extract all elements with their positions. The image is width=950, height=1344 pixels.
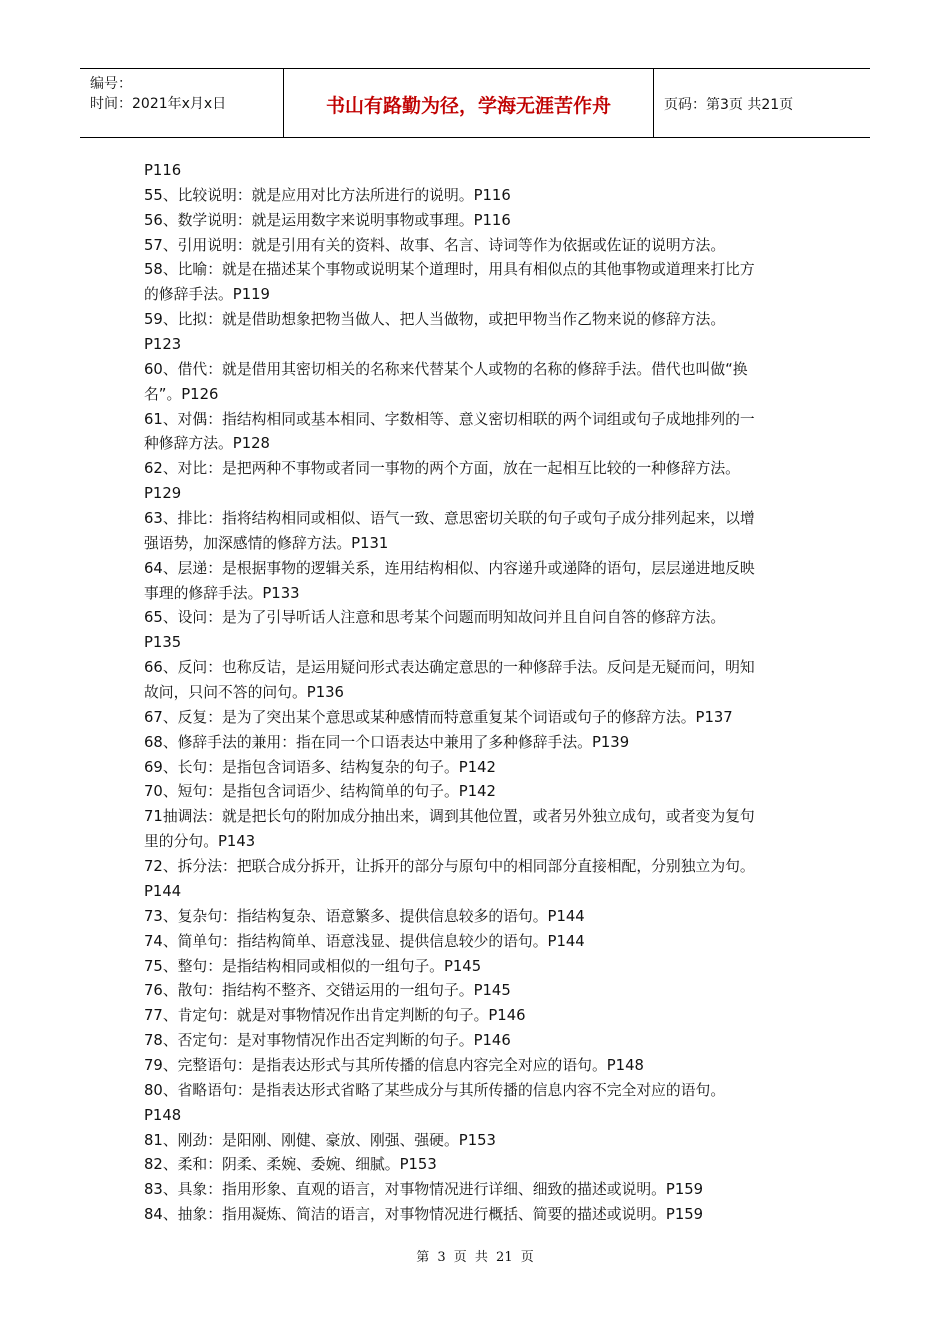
text-line: 77、肯定句：就是对事物情况作出肯定判断的句子。P146: [144, 1007, 526, 1025]
text-line: P144: [144, 882, 182, 900]
text-line: 67、反复：是为了突出某个意思或某种感情而特意重复某个词语或句子的修辞方法。P137: [144, 708, 733, 726]
header-motto-cell: [283, 69, 654, 137]
text-line: 里的分句。P143: [144, 833, 256, 851]
text-line: 65、设问：是为了引导听话人注意和思考某个问题而明知故问并且自问自答的修辞方法。: [144, 609, 726, 627]
text-line: 83、具象：指用形象、直观的语言，对事物情况进行详细、细致的描述或说明。P159: [144, 1181, 704, 1199]
text-line: P123: [144, 336, 182, 354]
text-line: 55、比较说明：就是应用对比方法所进行的说明。P116: [144, 186, 511, 204]
text-line: 强语势，加深感情的修辞方法。P131: [144, 534, 389, 552]
page-header: [80, 68, 870, 138]
text-line: 70、短句：是指包含词语少、结构简单的句子。P142: [144, 783, 496, 801]
text-line: P135: [144, 634, 182, 652]
text-line: 82、柔和：阴柔、柔婉、委婉、细腻。P153: [144, 1156, 437, 1174]
time-label: 时间：2021年x月x日: [90, 96, 227, 112]
text-line: 78、否定句：是对事物情况作出否定判断的句子。P146: [144, 1032, 511, 1050]
text-line: 69、长句：是指包含词语多、结构复杂的句子。P142: [144, 758, 496, 776]
text-line: 60、借代：就是借用其密切相关的名称来代替某个人或物的名称的修辞手法。借代也叫做“换: [144, 360, 748, 378]
text-line: 62、对比：是把两种不事物或者同一事物的两个方面，放在一起相互比较的一种修辞方法。: [144, 460, 740, 478]
text-line: 66、反问：也称反诘，是运用疑问形式表达确定意思的一种修辞手法。反问是无疑而问，明知: [144, 659, 755, 677]
text-line: 74、简单句：指结构简单、语意浅显、提供信息较少的语句。P144: [144, 932, 585, 950]
text-line: 71抽调法：就是把长句的附加成分抽出来，调到其他位置，或者另外独立成句，或者变为复句: [144, 808, 755, 826]
page-info: 页码：第3页 共21页: [664, 97, 794, 113]
text-line: 种修辞方法。P128: [144, 435, 270, 453]
text-line: 80、省略语句：是指表达形式省略了某些成分与其所传播的信息内容不完全对应的语句。: [144, 1081, 726, 1099]
text-line: 84、抽象：指用凝炼、简洁的语言，对事物情况进行概括、简要的描述或说明。P159: [144, 1206, 704, 1224]
text-line: 79、完整语句：是指表达形式与其所传播的信息内容完全对应的语句。P148: [144, 1056, 644, 1074]
text-line: 75、整句：是指结构相同或相似的一组句子。P145: [144, 957, 482, 975]
text-line: 61、对偶：指结构相同或基本相同、字数相等、意义密切相联的两个词组或句子成地排列的一: [144, 410, 755, 428]
text-line: 73、复杂句：指结构复杂、语意繁多、提供信息较多的语句。P144: [144, 907, 585, 925]
text-line: 56、数学说明：就是运用数字来说明事物或事理。P116: [144, 211, 511, 229]
page-footer: 第 3 页 共 21 页: [416, 1250, 534, 1265]
text-line: 事理的修辞手法。P133: [144, 584, 300, 602]
text-line: 76、散句：指结构不整齐、交错运用的一组句子。P145: [144, 982, 511, 1000]
text-line: 81、刚劲：是阳刚、刚健、豪放、刚强、强硬。P153: [144, 1131, 496, 1149]
header-page-cell: [653, 69, 870, 137]
number-label: 编号：: [90, 76, 132, 92]
text-line: 57、引用说明：就是引用有关的资料、故事、名言、诗词等作为依据或佐证的说明方法。: [144, 236, 726, 254]
text-line: P148: [144, 1106, 182, 1124]
text-line: 72、拆分法：把联合成分拆开，让拆开的部分与原句中的相同部分直接相配，分别独立为句。: [144, 858, 755, 876]
text-line: 名”。P126: [144, 385, 219, 403]
text-line: P116: [144, 162, 182, 179]
text-line: 64、层递：是根据事物的逻辑关系，连用结构相似、内容递升或递降的语句，层层递进地反映: [144, 559, 755, 577]
text-line: P129: [144, 485, 182, 503]
text-line: 68、修辞手法的兼用：指在同一个口语表达中兼用了多种修辞手法。P139: [144, 733, 630, 751]
text-line: 63、排比：指将结构相同或相似、语气一致、意思密切关联的句子或句子成分排列起来，以增: [144, 510, 755, 528]
text-line: 故问，只问不答的问句。P136: [144, 684, 344, 702]
text-line: 的修辞手法。P119: [144, 286, 270, 304]
text-line: 59、比拟：就是借助想象把物当做人、把人当做物，或把甲物当作乙物来说的修辞方法。: [144, 311, 726, 329]
body-text: [144, 159, 820, 1228]
motto-text: 书山有路勤为径，学海无涯苦作舟: [325, 95, 611, 117]
header-meta-cell: [80, 69, 283, 137]
text-line: 58、比喻：就是在描述某个事物或说明某个道理时，用具有相似点的其他事物或道理来打比方: [144, 261, 755, 279]
